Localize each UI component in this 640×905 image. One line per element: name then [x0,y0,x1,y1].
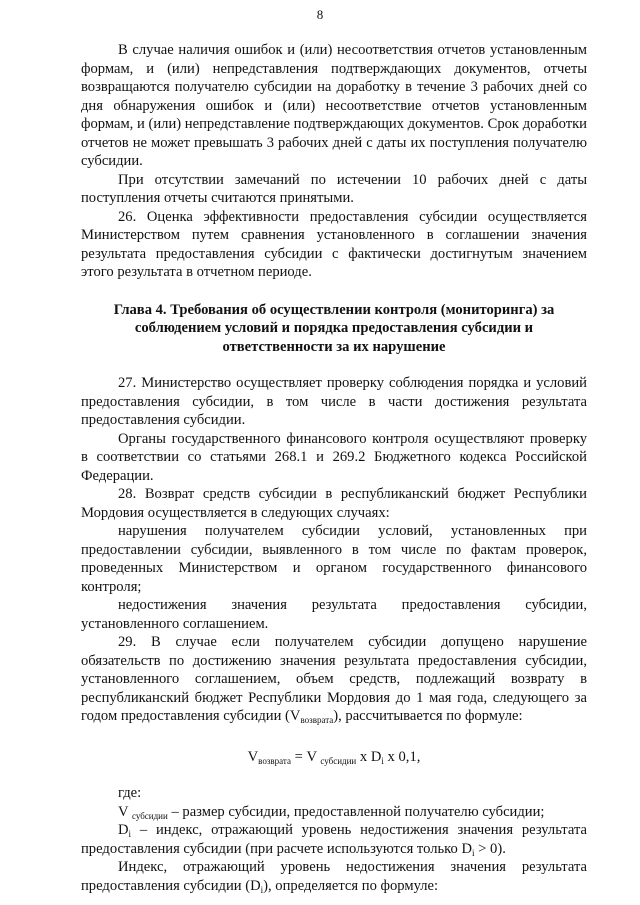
definition-v-subsidy [81,803,587,822]
page-number: 8 [316,7,324,22]
def-v-subscript: субсидии [131,810,168,821]
def-d-subscript-2: i [472,847,475,858]
formula-i-subscript: i [381,755,384,766]
paragraph-29 [81,633,587,726]
paragraph-29-subscript: возврата [300,715,334,725]
formula-subsidy-subscript: субсидии [320,755,357,766]
paragraph-no-remarks: При отсутствии замечаний по истечении 10 рабочих дней с даты поступления отчеты считаются принятыми. [81,171,587,206]
formula-v: V [247,748,259,765]
def-d-text: – индекс, отражающий уровень недостижения значения результата предоставления субсидии (при расчете используются только D [81,822,587,857]
paragraph-index-formula [81,858,587,895]
paragraph-financial-control: Органы государственного финансового контроля осуществляют проверку в соответствии со статьями 268.1 и 269.2 Бюджетного кодекса Российской Федерации. [81,430,587,484]
paragraph-not-achieved-case: недостижения значения результата предоставления субсидии, установленного соглашением. [81,597,587,632]
index-end: ), определяется по формуле: [263,877,439,894]
formula-rest: x 0,1, [383,748,421,765]
paragraph-28: 28. Возврат средств субсидии в республиканский бюджет Республики Мордовия осуществляется в следующих случаях: [81,486,587,521]
def-d-symbol: D [118,822,129,838]
formula-v-subscript: возврата [258,755,291,766]
definition-d-index [81,821,587,858]
where-label: где: [118,785,142,801]
formula-eq: = V [290,748,321,765]
index-subscript: i [260,884,264,895]
index-text: Индекс, отражающий уровень недостижения значения результата предоставления субсидии (D [81,859,587,894]
def-v-text: – размер субсидии, предоставленной получателю субсидии; [167,803,545,820]
document-body [81,41,587,895]
paragraph-29-text: 29. В случае если получателем субсидии допущено нарушение обязательств по достижению значения результата предоставления субсидии, установленного соглашением, объем средств, подлежащий возврату в республиканский бюджет Республики Мордовия до 1 мая года, следующего за годом предоставления субсидии (V [81,634,587,724]
paragraph-26: 26. Оценка эффективности предоставления субсидии осуществляется Министерством путем сравнения установленного в соглашении значения результата предоставления субсидии с фактически достигнутым значением этого результата в отчетном периоде. [81,208,587,280]
formula-times: x D [356,748,382,765]
paragraph-report-errors: В случае наличия ошибок и (или) несоответствия отчетов установленным формам, и (или) непредставления подтверждающих документов, отчеты возвращаются получателю субсидии на доработку в течение 3 рабочих дней со дня обнаружения ошибок и (или) несоответствие отчетов установленным формам, и (или) непредставление подтверждающих документов. Срок доработки отчетов не может превышать 3 рабочих дней с даты их поступления получателю субсидии. [81,42,587,169]
paragraph-27: 27. Министерство осуществляет проверку соблюдения порядка и условий предоставления субсидии, в том числе в части достижения результата предоставления субсидии. [81,375,587,428]
return-formula [81,748,587,767]
chapter-heading: Глава 4. Требования об осуществлении контроля (мониторинга) за соблюдением условий и порядка предоставления субсидии и ответственности за их нарушение [113,301,555,355]
def-d-end: > 0). [474,840,506,857]
def-d-subscript: i [128,829,132,839]
def-v-symbol: V [118,803,132,820]
paragraph-violation-case: нарушения получателем субсидии условий, установленных при предоставлении субсидии, выявленного в том числе по фактам проверок, проведенных Министерством и органом государственного финансового контроля; [81,523,587,595]
paragraph-29-end: ), рассчитывается по формуле: [333,708,523,724]
